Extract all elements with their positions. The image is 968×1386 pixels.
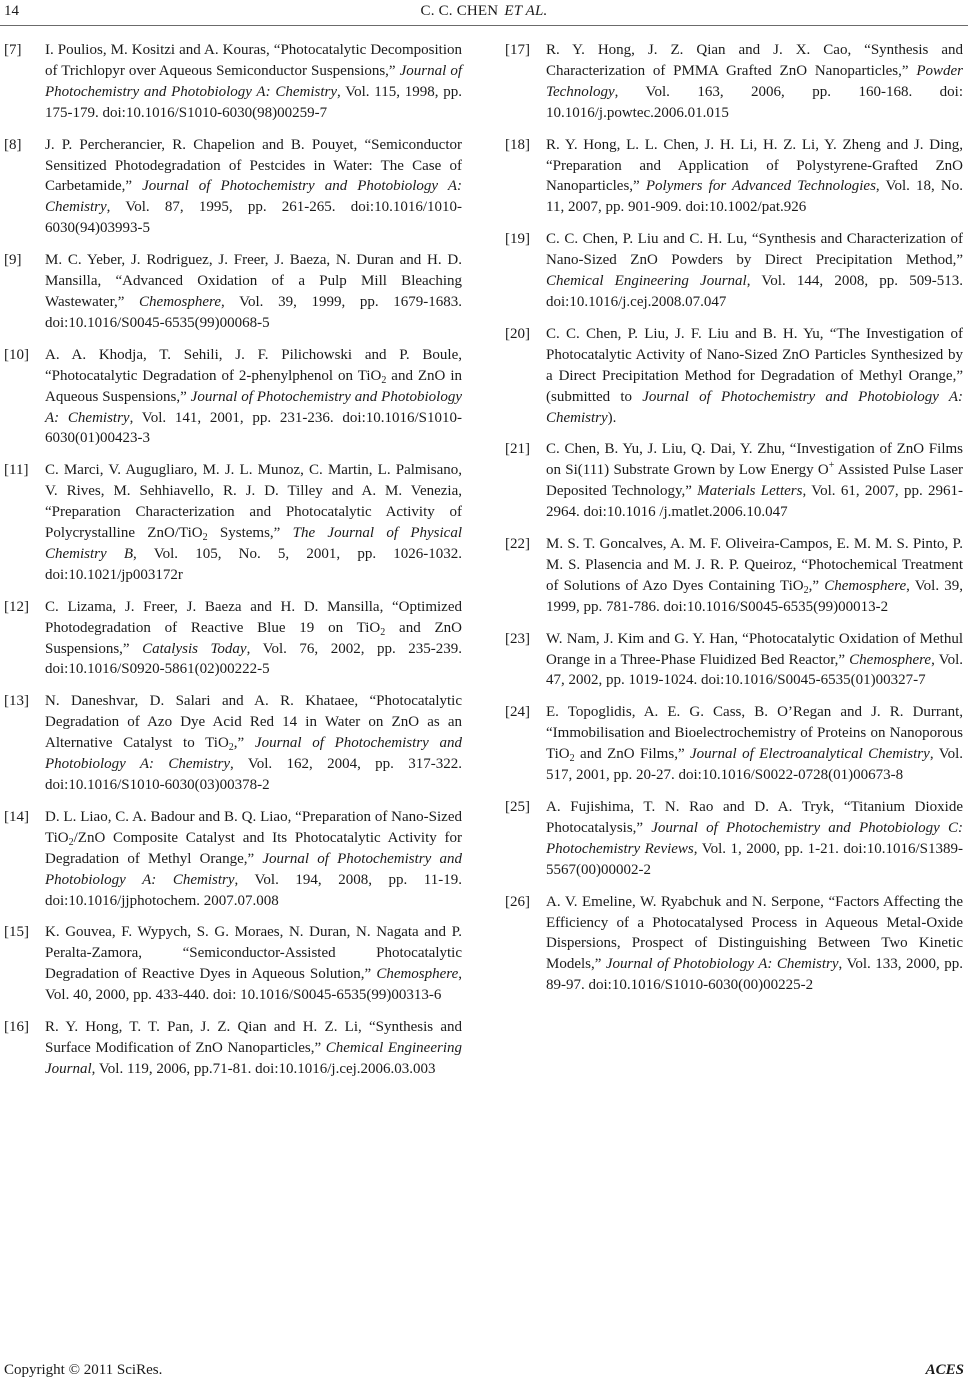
reference-number: [17] (505, 42, 530, 58)
reference-script: 2 (228, 742, 234, 754)
reference-number: [13] (4, 693, 29, 710)
reference-source-title: Journal of Photochemistry and Photobiology C: Photochemistry Reviews (546, 819, 963, 857)
reference-number: [8] (4, 136, 22, 153)
reference-text (546, 702, 963, 786)
reference-number: [25] (505, 799, 530, 815)
reference-text (45, 597, 462, 681)
reference-text-segment: , Vol. 517, 2001, pp. 20-27. doi:10.1016/S0022-0728(01)00673-8 (546, 746, 964, 784)
reference-text (546, 534, 963, 618)
reference-text-segment: R. Y. Hong, J. Z. Qian and J. X. Cao, “Synthesis and Characterization of PMMA Grafted ZnO Nanoparticles,” (546, 42, 963, 79)
page-number: 14 (4, 3, 19, 19)
reference-script: 2 (569, 753, 575, 765)
reference-text (546, 324, 963, 429)
running-head-et-al: ET AL. (504, 3, 548, 19)
reference-text-segment: , Vol. 105, No. 5, 2001, pp. 1026-1032. doi:10.1021/jp003172r (45, 545, 463, 583)
reference-number: [11] (4, 462, 29, 479)
reference-item (4, 135, 462, 240)
reference-source-title: Chemosphere (376, 966, 459, 983)
reference-text-segment: , Vol. 47, 2002, pp. 1019-1024. doi:10.1016/S0045-6535(01)00327-7 (546, 651, 963, 689)
reference-source-title: Journal of Photochemistry and Photobiology A: Chemistry (546, 388, 964, 426)
reference-item (505, 324, 963, 429)
reference-text-segment: and ZnO Suspensions,” (45, 619, 462, 657)
reference-item (505, 797, 963, 881)
reference-item (4, 460, 462, 585)
reference-text-segment: D. L. Liao, C. A. Badour and B. Q. Liao, “Preparation of Nano-Sized TiO (45, 808, 462, 846)
reference-text-segment: , Vol. 141, 2001, pp. 231-236. doi:10.1016/S1010-6030(01)00423-3 (45, 409, 462, 447)
reference-source-title: Journal of Photochemistry and Photobiology A: Chemistry (45, 850, 462, 888)
reference-number: [9] (4, 252, 22, 269)
reference-item (505, 40, 963, 124)
reference-text-segment: , Vol. 162, 2004, pp. 317-322. doi:10.1016/S1010-6030(03)00378-2 (45, 756, 463, 793)
page-footer (0, 1360, 968, 1384)
reference-script: 2 (381, 374, 387, 386)
reference-script: 2 (202, 532, 208, 544)
reference-text-segment: , Vol. 194, 2008, pp. 11-19. doi:10.1016/jjphotochem. 2007.07.008 (45, 871, 462, 909)
reference-item (505, 439, 963, 523)
reference-item (4, 1017, 462, 1080)
header-rule (0, 25, 968, 26)
reference-text-segment: C. Lizama, J. Freer, J. Baeza and H. D. Mansilla, “Optimized Photodegradation of Reactive Blue 19 on TiO (45, 598, 462, 636)
reference-item (505, 229, 963, 313)
reference-text-segment: J. P. Percherancier, R. Chapelion and B. Pouyet, “Semiconductor Sensitized Photodegradation of Pestcides in Water: The Case of Carbetamide,” (45, 136, 462, 195)
reference-text-segment: C. C. Chen, P. Liu, J. F. Liu and B. H. Yu, “The Investigation of Photocatalytic Activity of Nano-Sized ZnO Particles Synthesized by a Direct Precipitation Method for Degradation of Methyl Orange,” (submitted to (546, 325, 963, 405)
reference-text-segment: C. Chen, B. Yu, J. Liu, Q. Dai, Y. Zhu, “Investigation of ZnO Films on Si(111) Substrate Grown by Low Energy O (546, 441, 963, 479)
reference-text (546, 40, 963, 124)
reference-text (45, 807, 462, 912)
reference-text (45, 40, 462, 124)
reference-text (546, 439, 963, 523)
reference-source-title: Journal of Photochemistry and Photobiology A: Chemistry (45, 388, 462, 426)
reference-item (505, 534, 963, 618)
reference-text-segment: Systems,” (207, 525, 293, 542)
reference-text-segment: , Vol. 76, 2002, pp. 235-239. doi:10.1016/S0920-5861(02)00222-5 (45, 640, 462, 678)
reference-number: [24] (505, 704, 530, 721)
reference-number: [15] (4, 924, 29, 941)
reference-source-title: Journal of Photochemistry and Photobiology A: Chemistry (45, 178, 463, 216)
reference-number: [22] (505, 536, 530, 553)
reference-text (546, 797, 963, 881)
reference-source-title: Journal of Photochemistry and Photobiology A: Chemistry (45, 62, 462, 100)
reference-source-title: Chemical Engineering Journal (546, 273, 747, 290)
reference-number: [12] (4, 598, 29, 615)
reference-text-segment: N. Daneshvar, D. Salari and A. R. Khataee, “Photocatalytic Degradation of Azo Dye Acid Red 14 in Water on ZnO as an Alternative Catalyst to TiO (45, 693, 462, 752)
reference-text-segment: , Vol. 39, 1999, pp. 781-786. doi:10.1016/S0045-6535(99)00013-2 (546, 577, 963, 615)
reference-text-segment: W. Nam, J. Kim and G. Y. Han, “Photocatalytic Oxidation of Methul Orange in a Three-Phase Fluidized Bed Reactor,” (546, 630, 963, 668)
reference-text-segment: R. Y. Hong, T. T. Pan, J. Z. Qian and H. Z. Li, “Synthesis and Surface Modification of ZnO Nanoparticles,” (45, 1019, 462, 1056)
reference-text-segment: , Vol. 18, No. 11, 2007, pp. 901-909. doi:10.1002/pat.926 (546, 178, 963, 216)
running-head-author: C. C. CHEN (420, 3, 499, 19)
reference-source-title: Catalysis Today (142, 640, 247, 657)
reference-source-title: The Journal of Physical Chemistry B (45, 525, 463, 562)
reference-text-segment: C. Marci, V. Augugliaro, M. J. L. Munoz, C. Martin, L. Palmisano, V. Rives, M. Sehhiavello, R. J. D. Tilley and A. M. Venezia, “Preparation Characterization and Photocatalytic Activity of Polycrystalline ZnO/TiO (45, 462, 462, 542)
reference-text (546, 135, 963, 219)
reference-text-segment: , Vol. 119, 2006, pp.71-81. doi:10.1016/j.cej.2006.03.003 (91, 1060, 436, 1077)
reference-text-segment: ). (607, 409, 617, 426)
reference-source-title: Chemical Engineering Journal (45, 1039, 462, 1077)
reference-text (546, 229, 963, 313)
reference-text-segment: A. Fujishima, T. N. Rao and D. A. Tryk, “Titanium Dioxide Photocatalysis,” (546, 799, 963, 836)
reference-text (45, 345, 462, 450)
reference-source-title: Chemosphere (849, 651, 932, 668)
reference-number: [23] (505, 630, 530, 647)
reference-text-segment: and ZnO in Aqueous Suspensions,” (45, 367, 462, 405)
reference-text-segment: ,” (808, 577, 825, 594)
reference-text-segment: /ZnO Composite Catalyst and Its Photocatalytic Activity for Degradation of Methyl Orange,” (45, 829, 462, 867)
reference-text-segment: C. C. Chen, P. Liu and C. H. Lu, “Synthesis and Characterization of Nano-Sized ZnO Powders by Direct Precipitation Method,” (546, 231, 963, 269)
reference-text (546, 629, 963, 692)
reference-item (505, 702, 963, 786)
reference-script: 2 (380, 626, 386, 638)
reference-text (45, 460, 462, 585)
reference-text-segment: and ZnO Films,” (574, 746, 691, 763)
reference-source-title: Journal of Photobiology A: Chemistry (605, 956, 839, 973)
reference-source-title: Chemosphere (139, 293, 221, 310)
reference-item (4, 345, 462, 450)
reference-script: 2 (68, 836, 74, 848)
reference-text-segment: K. Gouvea, F. Wypych, S. G. Moraes, N. Duran, N. Nagata and P. Peralta-Zamora, “Semiconductor-Assisted Photocatalytic Degradation of Reactive Dyes in Aqueous Solution,” (45, 924, 462, 983)
reference-source-title: Polymers for Advanced Technologies (645, 178, 876, 195)
reference-item (505, 892, 963, 997)
reference-text-segment: , Vol. 61, 2007, pp. 2961-2964. doi:10.1016 /j.matlet.2006.10.047 (546, 483, 963, 521)
reference-item (4, 597, 462, 681)
reference-item (4, 40, 462, 124)
reference-text (45, 1017, 462, 1080)
reference-number: [10] (4, 346, 29, 363)
reference-text-segment: R. Y. Hong, L. L. Chen, J. H. Li, H. Z. Li, Y. Zheng and J. Ding, “Preparation and Application of Polystyrene-Grafted ZnO Nanoparticles,” (546, 136, 963, 195)
reference-source-title: Journal of Photochemistry and Photobiology A: Chemistry (45, 735, 462, 773)
references-left-column (4, 40, 462, 1091)
reference-text-segment: Assisted Pulse Laser Deposited Technology,” (546, 462, 964, 500)
reference-item (505, 629, 963, 692)
reference-script: + (828, 460, 835, 472)
reference-text-segment: A. A. Khodja, T. Sehili, J. F. Pilichowski and P. Boule, “Photocatalytic Degradation of 2-phenylphenol on TiO (45, 346, 462, 384)
reference-item (4, 922, 462, 1006)
reference-number: [19] (505, 231, 530, 248)
reference-text (45, 691, 462, 796)
reference-number: [20] (505, 325, 530, 342)
reference-source-title: Powder Technology (546, 62, 963, 100)
reference-number: [14] (4, 808, 29, 825)
copyright-notice: Copyright © 2011 SciRes. (4, 1362, 163, 1378)
reference-text (45, 250, 462, 334)
reference-number: [18] (505, 136, 530, 153)
reference-text-segment: A. V. Emeline, W. Ryabchuk and N. Serpone, “Factors Affecting the Efficiency of a Photocatalysed Process in Aqueous Metal-Oxide Dispersions, Prospect of Distinguishing Between Two Kinetic Models,” (546, 893, 963, 973)
reference-number: [16] (4, 1019, 29, 1036)
reference-text-segment: , Vol. 144, 2008, pp. 509-513. doi:10.1016/j.cej.2008.07.047 (546, 273, 963, 310)
reference-text-segment: , Vol. 40, 2000, pp. 433-440. doi: 10.1016/S0045-6535(99)00313-6 (45, 966, 462, 1004)
reference-number: [26] (505, 893, 530, 910)
reference-item (4, 807, 462, 912)
reference-source-title: Materials Letters (697, 483, 803, 500)
reference-text (45, 922, 462, 1006)
reference-text (45, 135, 462, 240)
reference-source-title: Journal of Electroanalytical Chemistry (690, 746, 930, 763)
running-head (0, 3, 968, 20)
reference-item (4, 250, 462, 334)
reference-text-segment: E. Topoglidis, A. E. G. Cass, B. O’Regan and J. R. Durrant, “Immobilisation and Bioelectrochemistry of Proteins on Nanoporous TiO (546, 704, 963, 763)
reference-item (505, 135, 963, 219)
reference-source-title: Chemosphere (824, 577, 907, 594)
reference-text-segment: , Vol. 87, 1995, pp. 261-265. doi:10.1016/1010-6030(94)03993-5 (45, 199, 462, 237)
reference-text-segment: , Vol. 133, 2000, pp. 89-97. doi:10.1016/S1010-6030(00)00225-2 (546, 956, 964, 994)
reference-text-segment: ,” (233, 735, 255, 752)
reference-text-segment: M. C. Yeber, J. Rodriguez, J. Freer, J. Baeza, N. Duran and H. D. Mansilla, “Advanced Oxidation of a Pulp Mill Bleaching Wastewater,” (45, 252, 462, 310)
reference-number: [21] (505, 441, 530, 458)
page-header (0, 0, 968, 30)
reference-text-segment: M. S. T. Goncalves, A. M. F. Oliveira-Campos, E. M. M. S. Pinto, P. M. S. Plasencia and M. J. R. P. Queiroz, “Photochemical Treatment of Solutions of Azo Dyes Containing TiO (546, 536, 963, 594)
reference-text-segment: , Vol. 1, 2000, pp. 1-21. doi:10.1016/S1389-5567(00)00002-2 (546, 840, 963, 878)
reference-text-segment: , Vol. 163, 2006, pp. 160-168. doi: 10.1016/j.powtec.2006.01.015 (546, 83, 963, 121)
references-right-column (505, 40, 963, 1007)
reference-script: 2 (803, 584, 809, 596)
reference-number: [7] (4, 42, 22, 58)
reference-text (546, 892, 963, 997)
reference-item (4, 691, 462, 796)
reference-text-segment: , Vol. 39, 1999, pp. 1679-1683. doi:10.1016/S0045-6535(99)00068-5 (45, 293, 462, 331)
journal-abbreviation: ACES (925, 1362, 964, 1378)
reference-text-segment: , Vol. 115, 1998, pp. 175-179. doi:10.1016/S1010-6030(98)00259-7 (45, 83, 462, 121)
reference-text-segment: I. Poulios, M. Kositzi and A. Kouras, “Photocatalytic Decomposition of Trichlopyr over Aqueous Semiconductor Suspensions,” (45, 42, 462, 79)
